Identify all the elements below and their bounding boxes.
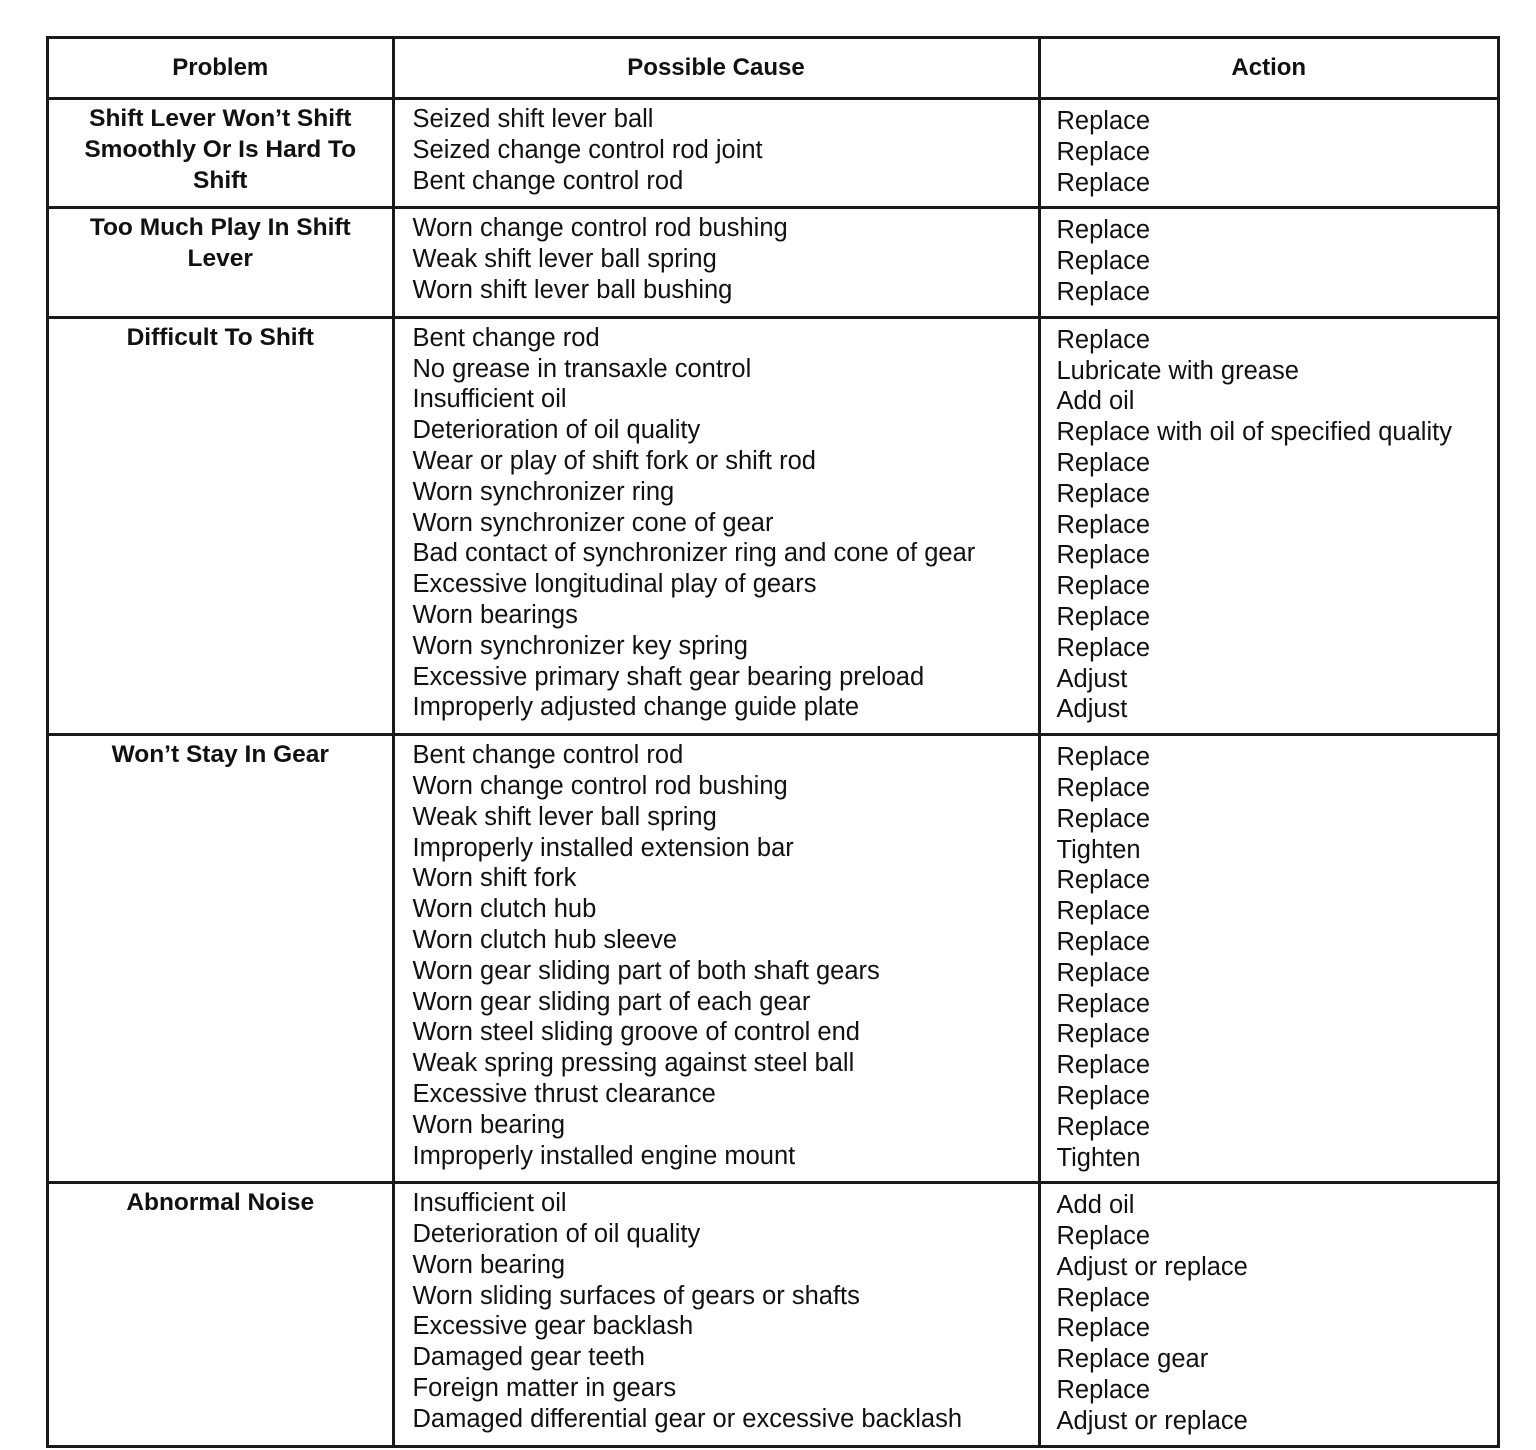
- action-line: Adjust or replace: [1056, 1406, 1248, 1435]
- action-line: Replace: [1056, 168, 1151, 197]
- action-line: Replace: [1056, 866, 1151, 895]
- action-cell: [1039, 99, 1497, 208]
- action-line: Replace: [1056, 1020, 1151, 1049]
- action-cell: [1039, 1183, 1497, 1445]
- possible-cause-cell: [393, 208, 1039, 317]
- cause-line: Improperly installed engine mount: [412, 1141, 796, 1170]
- cause-line: Worn bearing: [412, 1250, 566, 1279]
- action-line: Replace: [1056, 1112, 1151, 1141]
- action-line: Replace: [1056, 107, 1151, 135]
- action-line: Replace: [1056, 325, 1151, 354]
- table-header: [49, 39, 1497, 99]
- table-row: [49, 208, 1497, 317]
- action-line: Replace: [1056, 1283, 1151, 1312]
- cause-line: Weak spring pressing against steel ball: [412, 1049, 855, 1078]
- cause-line: Excessive thrust clearance: [412, 1079, 716, 1108]
- cause-line: Worn gear sliding part of each gear: [412, 987, 811, 1016]
- cause-line: Improperly adjusted change guide plate: [412, 693, 860, 722]
- action-line: Replace: [1056, 897, 1151, 926]
- cause-line: Bent change rod: [412, 323, 600, 352]
- problem-cell: [49, 1183, 393, 1445]
- possible-cause-cell: [393, 1183, 1039, 1445]
- action-line: Replace: [1056, 137, 1151, 166]
- action-line: Replace: [1056, 989, 1151, 1018]
- possible-cause-cell: [393, 735, 1039, 1183]
- problem-text-line: Too Much Play In Shift: [89, 214, 351, 242]
- problem-text-line: Shift: [193, 166, 248, 194]
- action-line: Adjust: [1056, 695, 1128, 724]
- action-line: Replace: [1056, 804, 1151, 833]
- cause-line: Worn change control rod bushing: [412, 771, 788, 800]
- cause-line: Damaged gear teeth: [412, 1343, 645, 1372]
- action-line: Replace: [1056, 1081, 1151, 1110]
- problem-text-line: Lever: [187, 245, 253, 273]
- action-line: Replace: [1056, 1314, 1151, 1343]
- action-line: Replace: [1056, 247, 1151, 276]
- action-line: Replace: [1056, 602, 1151, 631]
- problem-text-line: Abnormal Noise: [126, 1189, 315, 1217]
- cause-line: Improperly installed extension bar: [412, 833, 794, 862]
- cause-line: Bent change control rod: [412, 741, 684, 770]
- action-line: Replace: [1056, 448, 1151, 477]
- cause-line: Worn synchronizer cone of gear: [412, 508, 774, 537]
- possible-cause-cell: [393, 99, 1039, 208]
- table-row: [49, 317, 1497, 734]
- action-line: Add oil: [1056, 1191, 1135, 1220]
- action-line: Replace: [1056, 633, 1151, 662]
- action-line: Tighten: [1056, 1143, 1141, 1172]
- cause-line: Excessive gear backlash: [412, 1312, 694, 1341]
- cause-line: No grease in transaxle control: [412, 354, 752, 383]
- cause-line: Worn shift fork: [412, 864, 577, 893]
- header-problem: Problem: [49, 39, 393, 99]
- action-line: Tighten: [1056, 835, 1141, 864]
- problem-cell: [49, 208, 393, 317]
- cause-line: Worn clutch hub sleeve: [412, 925, 678, 954]
- table: [49, 39, 1497, 1445]
- cause-line: Seized shift lever ball: [412, 105, 654, 133]
- problem-cell: [49, 735, 393, 1183]
- problem-text-line: Won’t Stay In Gear: [111, 741, 329, 769]
- header-action: Action: [1039, 39, 1497, 99]
- action-line: Replace with oil of specified quality: [1056, 418, 1452, 447]
- cause-line: Worn sliding surfaces of gears or shafts: [412, 1281, 860, 1310]
- action-line: Adjust: [1056, 664, 1128, 693]
- header-possible-cause: Possible Cause: [393, 39, 1039, 99]
- action-line: Replace: [1056, 479, 1151, 508]
- cause-line: Weak shift lever ball spring: [412, 245, 717, 274]
- cause-line: Insufficient oil: [412, 385, 567, 414]
- table-body: [49, 99, 1497, 1445]
- action-line: Replace: [1056, 572, 1151, 601]
- cause-line: Bad contact of synchronizer ring and cone of gear: [412, 539, 976, 568]
- action-line: Replace: [1056, 541, 1151, 570]
- cause-line: Deterioration of oil quality: [412, 416, 701, 445]
- action-line: Replace: [1056, 1051, 1151, 1080]
- cause-line: Worn gear sliding part of both shaft gears: [412, 956, 880, 985]
- action-cell: [1039, 317, 1497, 734]
- cause-line: Excessive longitudinal play of gears: [412, 570, 817, 599]
- cause-line: Insufficient oil: [412, 1189, 567, 1218]
- action-line: Replace: [1056, 1376, 1151, 1405]
- action-line: Replace: [1056, 216, 1151, 245]
- cause-line: Worn bearings: [412, 600, 578, 629]
- table-row: [49, 735, 1497, 1183]
- cause-line: Worn shift lever ball bushing: [412, 275, 733, 304]
- cause-line: Deterioration of oil quality: [412, 1220, 701, 1249]
- cause-line: Worn bearing: [412, 1110, 566, 1139]
- cause-line: Wear or play of shift fork or shift rod: [412, 446, 816, 475]
- action-line: Adjust or replace: [1056, 1252, 1248, 1281]
- problem-text-line: Shift Lever Won’t Shift: [89, 105, 352, 132]
- cause-line: Worn steel sliding groove of control end: [412, 1018, 860, 1047]
- cause-line: Worn change control rod bushing: [412, 214, 788, 243]
- cause-line: Damaged differential gear or excessive backlash: [412, 1404, 962, 1433]
- action-line: Replace: [1056, 743, 1151, 772]
- action-line: Replace: [1056, 277, 1151, 306]
- cause-line: Worn clutch hub: [412, 895, 597, 924]
- problem-text-line: Smoothly Or Is Hard To: [84, 135, 357, 163]
- table-row: [49, 99, 1497, 208]
- cause-line: Excessive primary shaft gear bearing preload: [412, 662, 925, 691]
- table-row: [49, 1183, 1497, 1445]
- cause-line: Seized change control rod joint: [412, 135, 763, 164]
- action-line: Replace: [1056, 958, 1151, 987]
- problem-text-line: Difficult To Shift: [126, 323, 314, 351]
- action-line: Replace: [1056, 1222, 1151, 1251]
- cause-line: Worn synchronizer key spring: [412, 631, 748, 660]
- troubleshooting-table: [46, 36, 1500, 1448]
- cause-line: Weak shift lever ball spring: [412, 802, 717, 831]
- action-line: Replace gear: [1056, 1345, 1209, 1374]
- possible-cause-cell: [393, 317, 1039, 734]
- action-line: Replace: [1056, 510, 1151, 539]
- cause-line: Foreign matter in gears: [412, 1374, 677, 1403]
- action-cell: [1039, 735, 1497, 1183]
- action-line: Replace: [1056, 927, 1151, 956]
- action-cell: [1039, 208, 1497, 317]
- action-line: Replace: [1056, 773, 1151, 802]
- header-row: [49, 39, 1497, 99]
- cause-line: Worn synchronizer ring: [412, 477, 675, 506]
- action-line: Add oil: [1056, 387, 1135, 416]
- problem-cell: [49, 99, 393, 208]
- cause-line: Bent change control rod: [412, 166, 684, 195]
- problem-cell: [49, 317, 393, 734]
- action-line: Lubricate with grease: [1056, 356, 1299, 385]
